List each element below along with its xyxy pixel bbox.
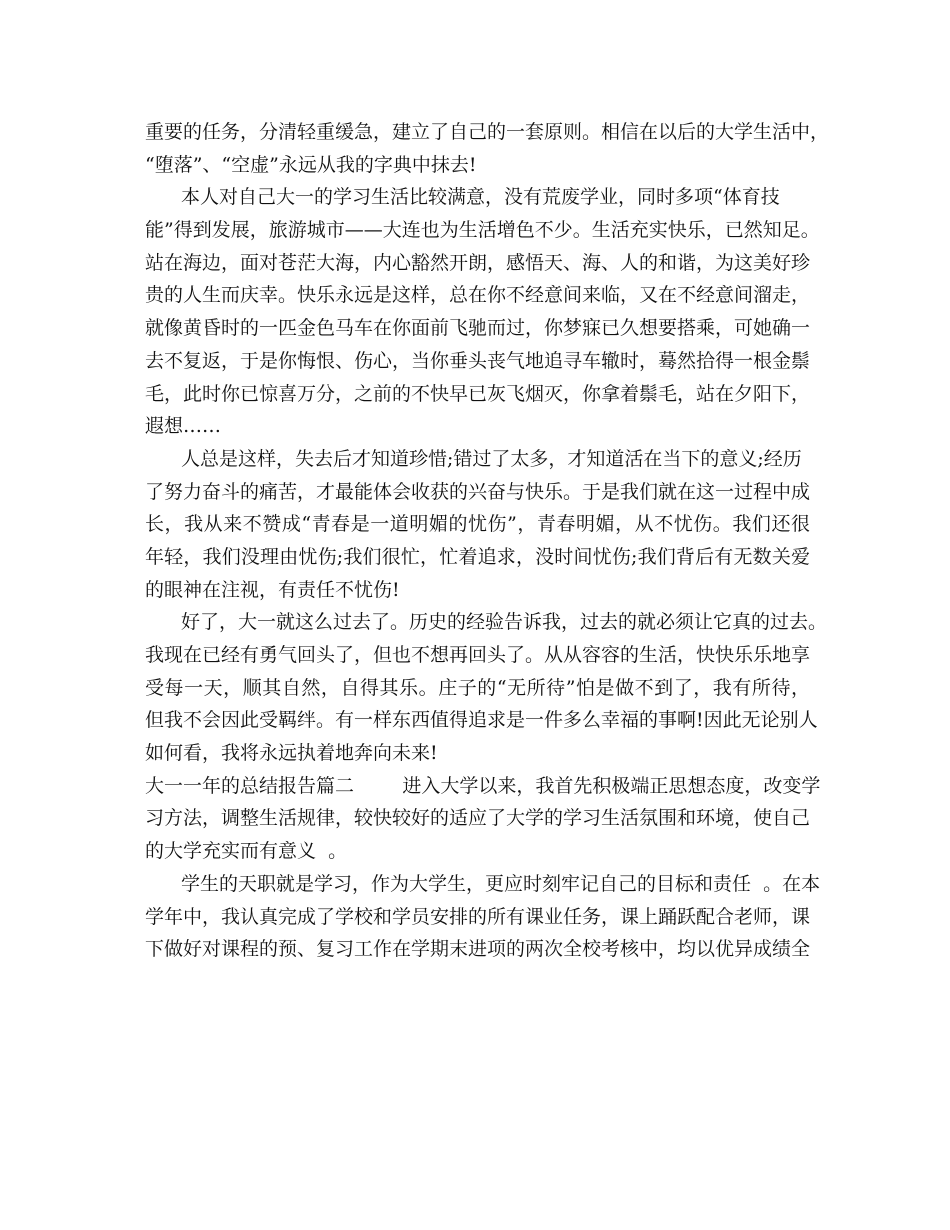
- text-line: 长，我从来不赞成“青春是一道明媚的忧伤”，青春明媚，从不忧伤。我们还很: [145, 513, 810, 536]
- text-line: 习方法，调整生活规律，较快较好的适应了大学的学习生活氛围和环境，使自己: [145, 807, 811, 830]
- text-line: 学生的天职就是学习，作为大学生，更应时刻牢记自己的目标和责任 。在本: [181, 872, 821, 895]
- text-line: 站在海边，面对苍茫大海，内心豁然开朗，感悟天、海、人的和谐，为这美好珍: [145, 251, 811, 274]
- text-line: 好了，大一就这么过去了。历史的经验告诉我，过去的就必须让它真的过去。: [181, 611, 828, 634]
- text-line: 受每一天，顺其自然，自得其乐。庄子的“无所待”怕是做不到了，我有所待，: [145, 676, 810, 699]
- text-line: 就像黄昏时的一匹金色马车在你面前飞驰而过，你梦寐已久想要搭乘，可她确一: [145, 317, 811, 340]
- text-line: 年轻，我们没理由忧伤;我们很忙，忙着追求，没时间忧伤;我们背后有无数关爱: [145, 545, 810, 568]
- text-line: 的大学充实而有意义 。: [145, 840, 348, 863]
- text-line: 遐想……: [145, 415, 222, 438]
- text-line: 本人对自己大一的学习生活比较满意，没有荒废学业，同时多项“体育技: [181, 186, 780, 209]
- document-body: [145, 116, 830, 966]
- text-line: “堕落”、“空虚”永远从我的字典中抹去!: [145, 153, 477, 176]
- text-line: 重要的任务，分清轻重缓急，建立了自己的一套原则。相信在以后的大学生活中，: [145, 121, 830, 143]
- text-line: 能”得到发展，旅游城市——大连也为生活增色不少。生活充实快乐，已然知足。: [145, 219, 820, 242]
- text-line: 的眼神在注视，有责任不忧伤!: [145, 578, 400, 601]
- text-line: 去不复返，于是你悔恨、伤心，当你垂头丧气地追寻车辙时，蓦然拾得一根金鬃: [145, 349, 811, 372]
- text-line: 学年中，我认真完成了学校和学员安排的所有课业任务，课上踊跃配合老师，课: [145, 905, 811, 928]
- text-line: 但我不会因此受羁绊。有一样东西值得追求是一件多么幸福的事啊!因此无论别人: [145, 709, 818, 732]
- text-line: 下做好对课程的预、复习工作在学期末进项的两次全校考核中，均以优异成绩全: [145, 938, 811, 961]
- section-heading-line: 大一一年的总结报告篇二 进入大学以来，我首先积极端正思想态度，改变学: [145, 774, 821, 797]
- text-line: 我现在已经有勇气回头了，但也不想再回头了。从从容容的生活，快快乐乐地享: [145, 644, 811, 666]
- text-line: 贵的人生而庆幸。快乐永远是这样，总在你不经意间来临，又在不经意间溜走，: [145, 284, 811, 307]
- text-line: 了努力奋斗的痛苦，才最能体会收获的兴奋与快乐。于是我们就在这一过程中成: [145, 480, 811, 503]
- text-line: 毛，此时你已惊喜万分，之前的不快早已灰飞烟灭，你拿着鬃毛，站在夕阳下，: [145, 382, 811, 405]
- text-line: 人总是这样，失去后才知道珍惜;错过了太多，才知道活在当下的意义;经历: [181, 447, 802, 470]
- text-line: 如何看，我将永远执着地奔向未来!: [145, 742, 438, 765]
